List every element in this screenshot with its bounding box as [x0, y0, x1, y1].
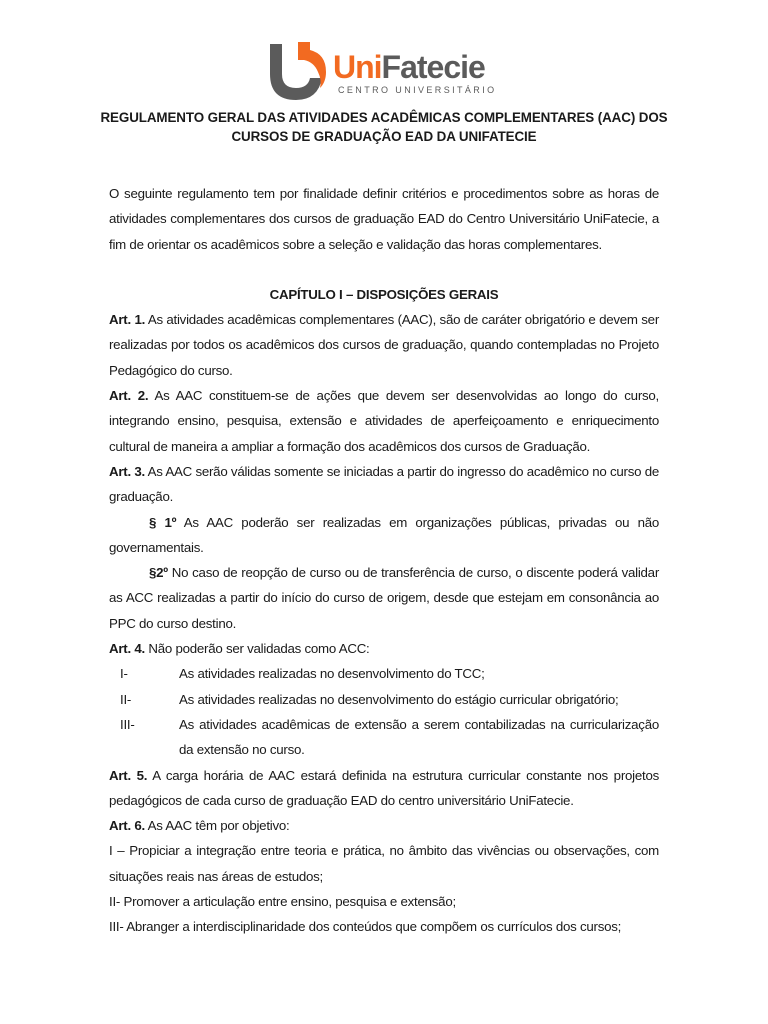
- article-3: [109, 459, 659, 510]
- article-3-paragraph-1: [109, 510, 659, 561]
- article-1-label: Art. 1.: [109, 312, 146, 328]
- list-item-text: As atividades realizadas no desenvolvimento do TCC;: [179, 666, 485, 682]
- article-1-text: As atividades acadêmicas complementares (AAC), são de caráter obrigatório e devem ser realizadas por todos os acadêmicos dos cursos de graduação, quando contempladas no Projeto Pedagógico do curso.: [109, 312, 659, 378]
- paragraph-2-label: §2º: [149, 565, 168, 581]
- document-body: [109, 181, 659, 940]
- list-item-text: As atividades realizadas no desenvolvimento do estágio curricular obrigatório;: [179, 691, 619, 707]
- chapter-heading: CAPÍTULO I – DISPOSIÇÕES GERAIS: [269, 286, 499, 302]
- article-3-paragraph-2: [109, 560, 659, 636]
- title-line-2: CURSOS DE GRADUAÇÃO EAD DA UNIFATECIE: [231, 129, 537, 144]
- paragraph-2-text: No caso de reopção de curso ou de transferência de curso, o discente poderá validar as ACC realizadas a partir do início do curso de origem, desde que estejam em consonância ao PPC do curso destino.: [109, 565, 659, 631]
- article-2-text: As AAC constituem-se de ações que devem ser desenvolvidas ao longo do curso, integrando ensino, pesquisa, extensão e atividades de aperfeiçoamento e enriquecimento cultural de maneira a ampliar a formação dos acadêmicos dos cursos de Graduação.: [109, 388, 659, 454]
- article-5-label: Art. 5.: [109, 767, 148, 783]
- unifatecie-logo: [268, 40, 500, 102]
- brand-wordmark: UniFatecie: [333, 49, 485, 85]
- list-item: [109, 712, 659, 763]
- list-item-text: As atividades acadêmicas de extensão a serem contabilizadas na curricularização da extensão no curso.: [179, 716, 659, 758]
- article-3-text: As AAC serão válidas somente se iniciadas a partir do ingresso do acadêmico no curso de graduação.: [109, 463, 659, 505]
- list-item-number: I-: [120, 666, 128, 682]
- objective-item: III- Abranger a interdisciplinaridade dos conteúdos que compõem os currículos dos cursos;: [109, 919, 622, 935]
- article-6-label: Art. 6.: [109, 818, 145, 834]
- objective-item: II- Promover a articulação entre ensino, pesquisa e extensão;: [109, 894, 456, 910]
- list-item-number: III-: [120, 716, 135, 732]
- article-6: [109, 813, 659, 838]
- brand-subtitle: CENTRO UNIVERSITÁRIO: [338, 85, 497, 95]
- article-2: [109, 383, 659, 459]
- u-logo-icon: [268, 40, 332, 102]
- article-3-label: Art. 3.: [109, 463, 145, 479]
- intro-paragraph: O seguinte regulamento tem por finalidade definir critérios e procedimentos sobre as horas de atividades complementares dos cursos de graduação EAD do Centro Universitário UniFatecie, a fim de orientar os acadêmicos sobre a seleção e validação das horas complementares.: [109, 186, 659, 252]
- article-4-label: Art. 4.: [109, 641, 145, 657]
- article-6-text: As AAC têm por objetivo:: [144, 818, 290, 834]
- article-5-text: A carga horária de AAC estará definida na estrutura curricular constante nos projetos pedagógicos de cada curso de graduação EAD do centro universitário UniFatecie.: [109, 767, 659, 808]
- article-4: [109, 636, 659, 661]
- title-line-1: REGULAMENTO GERAL DAS ATIVIDADES ACADÊMICAS COMPLEMENTARES (AAC) DOS: [100, 110, 668, 125]
- list-item-number: II-: [120, 691, 132, 707]
- article-5: [109, 763, 659, 814]
- list-item: [109, 661, 659, 686]
- paragraph-1-label: § 1º: [149, 514, 177, 530]
- article-2-label: Art. 2.: [109, 388, 149, 404]
- article-1: [109, 307, 659, 383]
- paragraph-1-text: As AAC poderão ser realizadas em organizações públicas, privadas ou não governamentais.: [109, 514, 660, 555]
- list-item: [109, 687, 659, 712]
- objective-item: I – Propiciar a integração entre teoria e prática, no âmbito das vivências ou observações, com situações reais nas áreas de estudos;: [109, 843, 659, 884]
- article-4-text: Não poderão ser validadas como ACC:: [144, 641, 370, 657]
- document-title: [100, 108, 668, 146]
